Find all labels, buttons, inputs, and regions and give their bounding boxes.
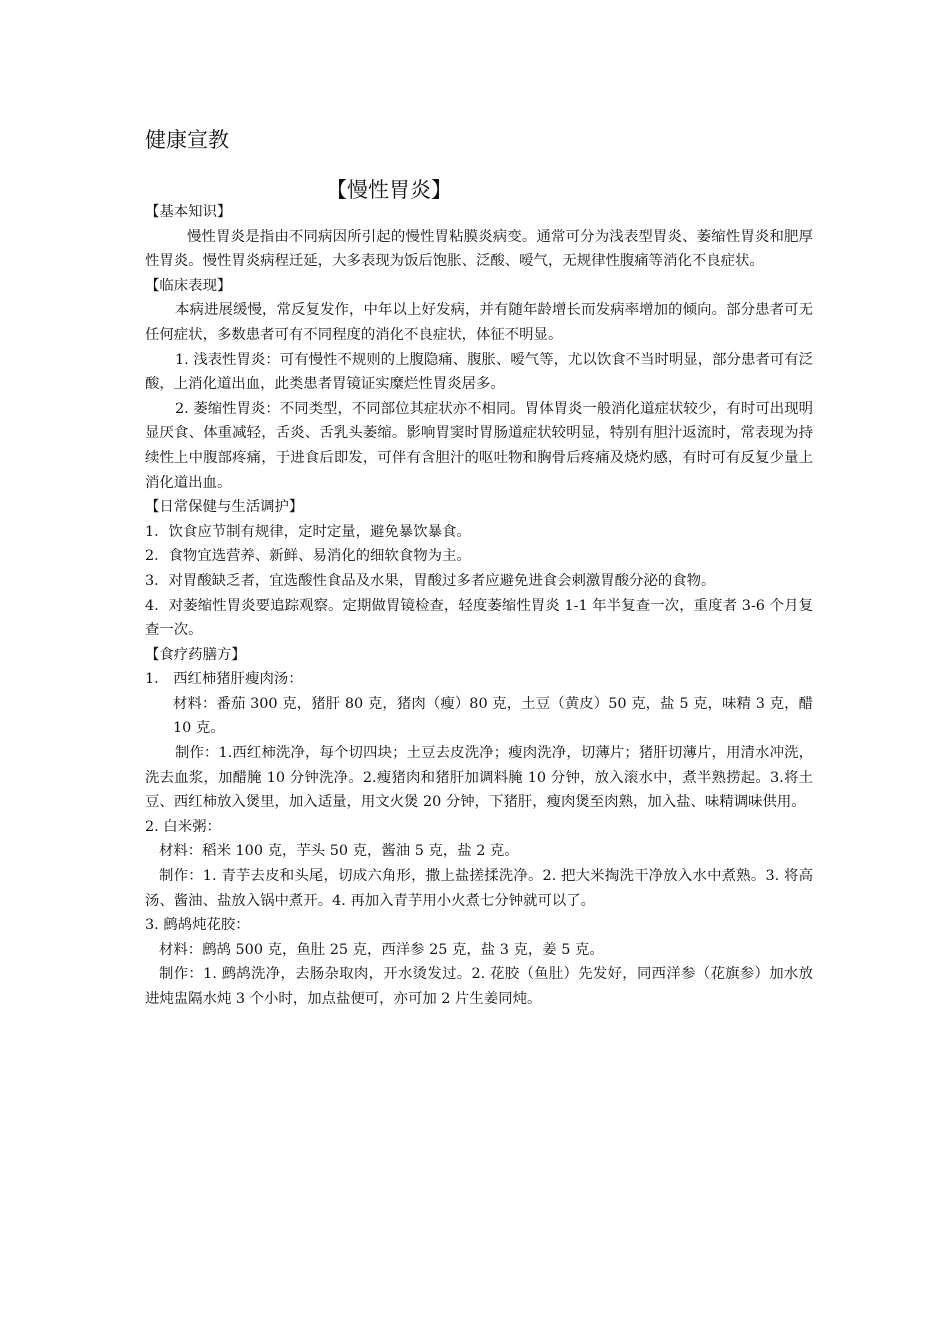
clinical-item-superficial: 1. 浅表性胃炎：可有慢性不规则的上腹隐痛、腹胀、嗳气等，尤以饮食不当时明显，部分患者可有泛酸，上消化道出血，此类患者胃镜证实糜烂性胃炎居多。 — [145, 351, 813, 393]
care-item: 1．饮食应节制有规律，定时定量，避免暴饮暴食。 — [145, 523, 471, 540]
care-item: 3．对胃酸缺乏者，宜选酸性食品及水果，胃酸过多者应避免进食会刺激胃酸分泌的食物。 — [145, 572, 716, 589]
recipe-3-method: 制作：1. 鹧鸪洗净，去肠杂取肉，开水烫发过。2. 花胶（鱼肚）先发好，同西洋参（花旗参）加水放进炖盅隔水炖 3 个小时，加点盐便可，亦可加 2 片生姜同炖。 — [145, 966, 813, 1007]
document-label: 健康宣教 — [145, 128, 229, 152]
section-heading-clinical: 【临床表现】 — [145, 277, 232, 294]
recipe-3-title: 3. 鹧鸪炖花胶： — [145, 917, 250, 934]
recipe-1-materials: 材料：番茄 300 克，猪肝 80 克，猪肉（瘦）80 克，土豆（黄皮）50 克，盐 5 克，味精 3 克，醋 10 克。 — [173, 695, 813, 737]
recipe-2-materials: 材料：稻米 100 克，芋头 50 克，酱油 5 克，盐 2 克。 — [159, 843, 519, 860]
clinical-item-atrophic: 2. 萎缩性胃炎：不同类型，不同部位其症状亦不相同。胃体胃炎一般消化道症状较少，有时可出现明显厌食、体重减轻，舌炎、舌乳头萎缩。影响胃窦时胃肠道症状较明显，特别有胆汁返流时，常表现为持续性上中腹部疼痛，于进食后即发，可伴有含胆汁的呕吐物和胸骨后疼痛及烧灼感，有时可有反复少量上消化道出血。 — [145, 400, 813, 491]
recipe-1-title: 1． 西红柿猪肝瘦肉汤： — [145, 671, 303, 688]
section-heading-basic: 【基本知识】 — [145, 204, 232, 220]
recipe-1-method: 制作：1.西红柿洗净，每个切四块；土豆去皮洗净；瘦肉洗净，切薄片；猪肝切薄片，用清水冲洗，洗去血浆，加醋腌 10 分钟洗净。2.瘦猪肉和猪肝加调料腌 10 分钟，放入滚水中，煮半熟捞起。3.将土豆、西红柿放入煲里，加入适量，用文火煲 20 分钟，下猪肝，瘦肉煲至肉熟，加入盐、味精调味供用。 — [145, 745, 813, 811]
care-item: 2．食物宜选营养、新鲜、易消化的细软食物为主。 — [145, 548, 471, 565]
recipe-2-title: 2. 白米粥： — [145, 818, 221, 835]
page-title: 【慢性胃炎】 — [326, 178, 452, 202]
section-heading-care: 【日常保健与生活调护】 — [145, 499, 304, 516]
document-body — [145, 200, 813, 1012]
basic-knowledge-text: 慢性胃炎是指由不同病因所引起的慢性胃粘膜炎病变。通常可分为浅表型胃炎、萎缩性胃炎和肥厚性胃炎。慢性胃炎病程迁延，大多表现为饭后饱胀、泛酸、嗳气，无规律性腹痛等消化不良症状。 — [145, 228, 813, 270]
clinical-intro-text: 本病进展缓慢，常反复发作，中年以上好发病，并有随年龄增长而发病率增加的倾向。部分患者可无任何症状，多数患者可有不同程度的消化不良症状，体征不明显。 — [145, 302, 813, 343]
section-heading-recipes: 【食疗药膳方】 — [145, 646, 246, 663]
recipe-3-materials: 材料：鹧鸪 500 克，鱼肚 25 克，西洋参 25 克，盐 3 克，姜 5 克。 — [159, 941, 604, 958]
recipe-2-method: 制作：1. 青芋去皮和头尾，切成六角形，撒上盐搓揉洗净。2. 把大米掏洗干净放入水中煮熟。3. 将高汤、酱油、盐放入锅中煮开。4. 再加入青芋用小火煮七分钟就可以了。 — [145, 868, 813, 909]
care-item: 4．对萎缩性胃炎要追踪观察。定期做胃镜检查，轻度萎缩性胃炎 1-1 年半复查一次，重度者 3-6 个月复查一次。 — [145, 597, 813, 639]
